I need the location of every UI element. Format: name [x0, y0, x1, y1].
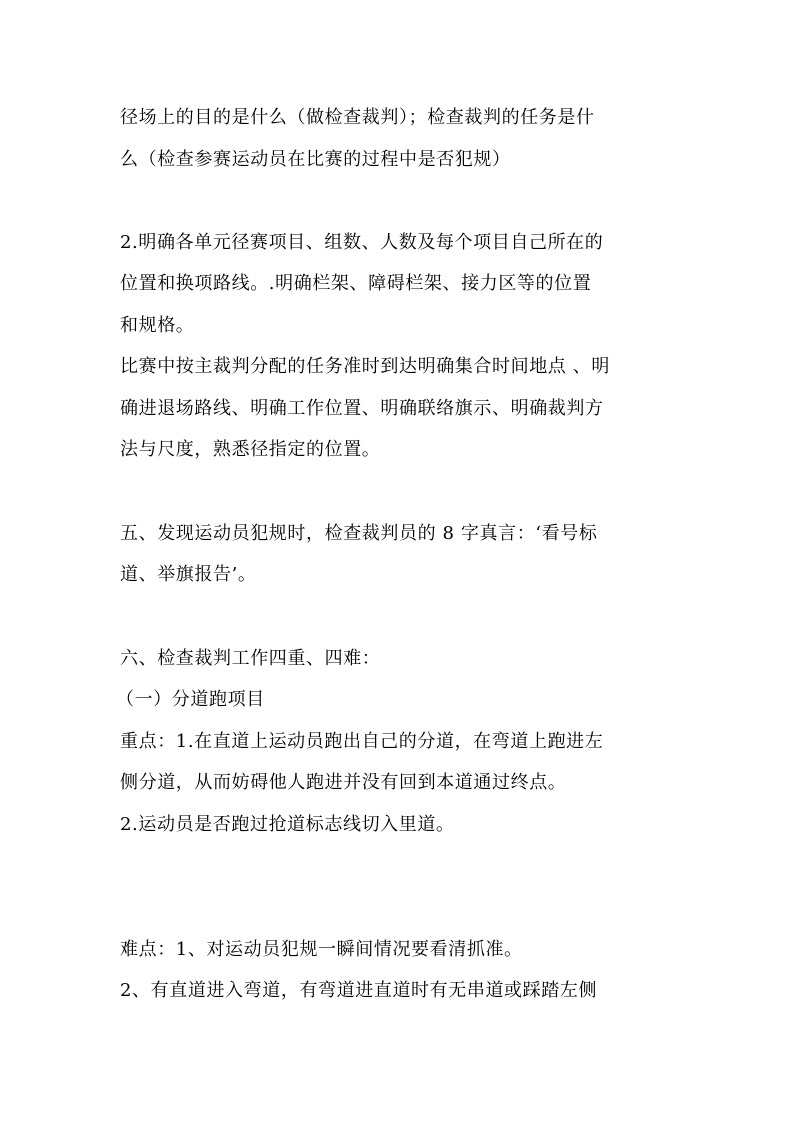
text-line-purpose-cont: 么（检查参赛运动员在比赛的过程中是否犯规）	[120, 149, 511, 170]
text-line-item-2-end: 和规格。	[120, 315, 195, 336]
text-line-match-duty-cont: 确进退场路线、明确工作位置、明确联络旗示、明确裁判方	[120, 398, 604, 419]
text-line-match-duty-end: 法与尺度，熟悉径指定的位置。	[120, 439, 381, 460]
text-line-item-2-cont: 位置和换项路线。.明确栏架、障碍栏架、接力区等的位置	[120, 273, 592, 294]
text-line-key-point-2: 2.运动员是否跑过抢道标志线切入里道。	[120, 814, 455, 835]
subheading-lane-events: （一）分道跑项目	[116, 689, 265, 710]
heading-section-6: 六、检查裁判工作四重、四难：	[120, 648, 381, 669]
text-line-purpose: 径场上的目的是什么（做检查裁判）；检查裁判的任务是什	[120, 107, 595, 128]
text-line-difficulties: 难点：1、对运动员犯规一瞬间情况要看清抓准。	[120, 939, 523, 960]
text-line-key-points-cont: 侧分道，从而妨碍他人跑进并没有回到本道通过终点。	[120, 772, 567, 793]
text-line-item-2: 2.明确各单元径赛项目、组数、人数及每个项目自己所在的	[120, 232, 604, 253]
text-line-difficulty-2: 2、有直道进入弯道，有弯道进直道时有无串道或踩踏左侧	[120, 980, 598, 1001]
text-line-match-duty: 比赛中按主裁判分配的任务准时到达明确集合时间地点 、明	[120, 356, 610, 377]
text-line-section-5-cont: 道、举旗报告’。	[120, 564, 257, 585]
text-line-key-points: 重点：1.在直道上运动员跑出自己的分道，在弯道上跑进左	[120, 731, 604, 752]
heading-section-5: 五、发现运动员犯规时，检查裁判员的 8 字真言：‘看号标	[120, 523, 598, 544]
